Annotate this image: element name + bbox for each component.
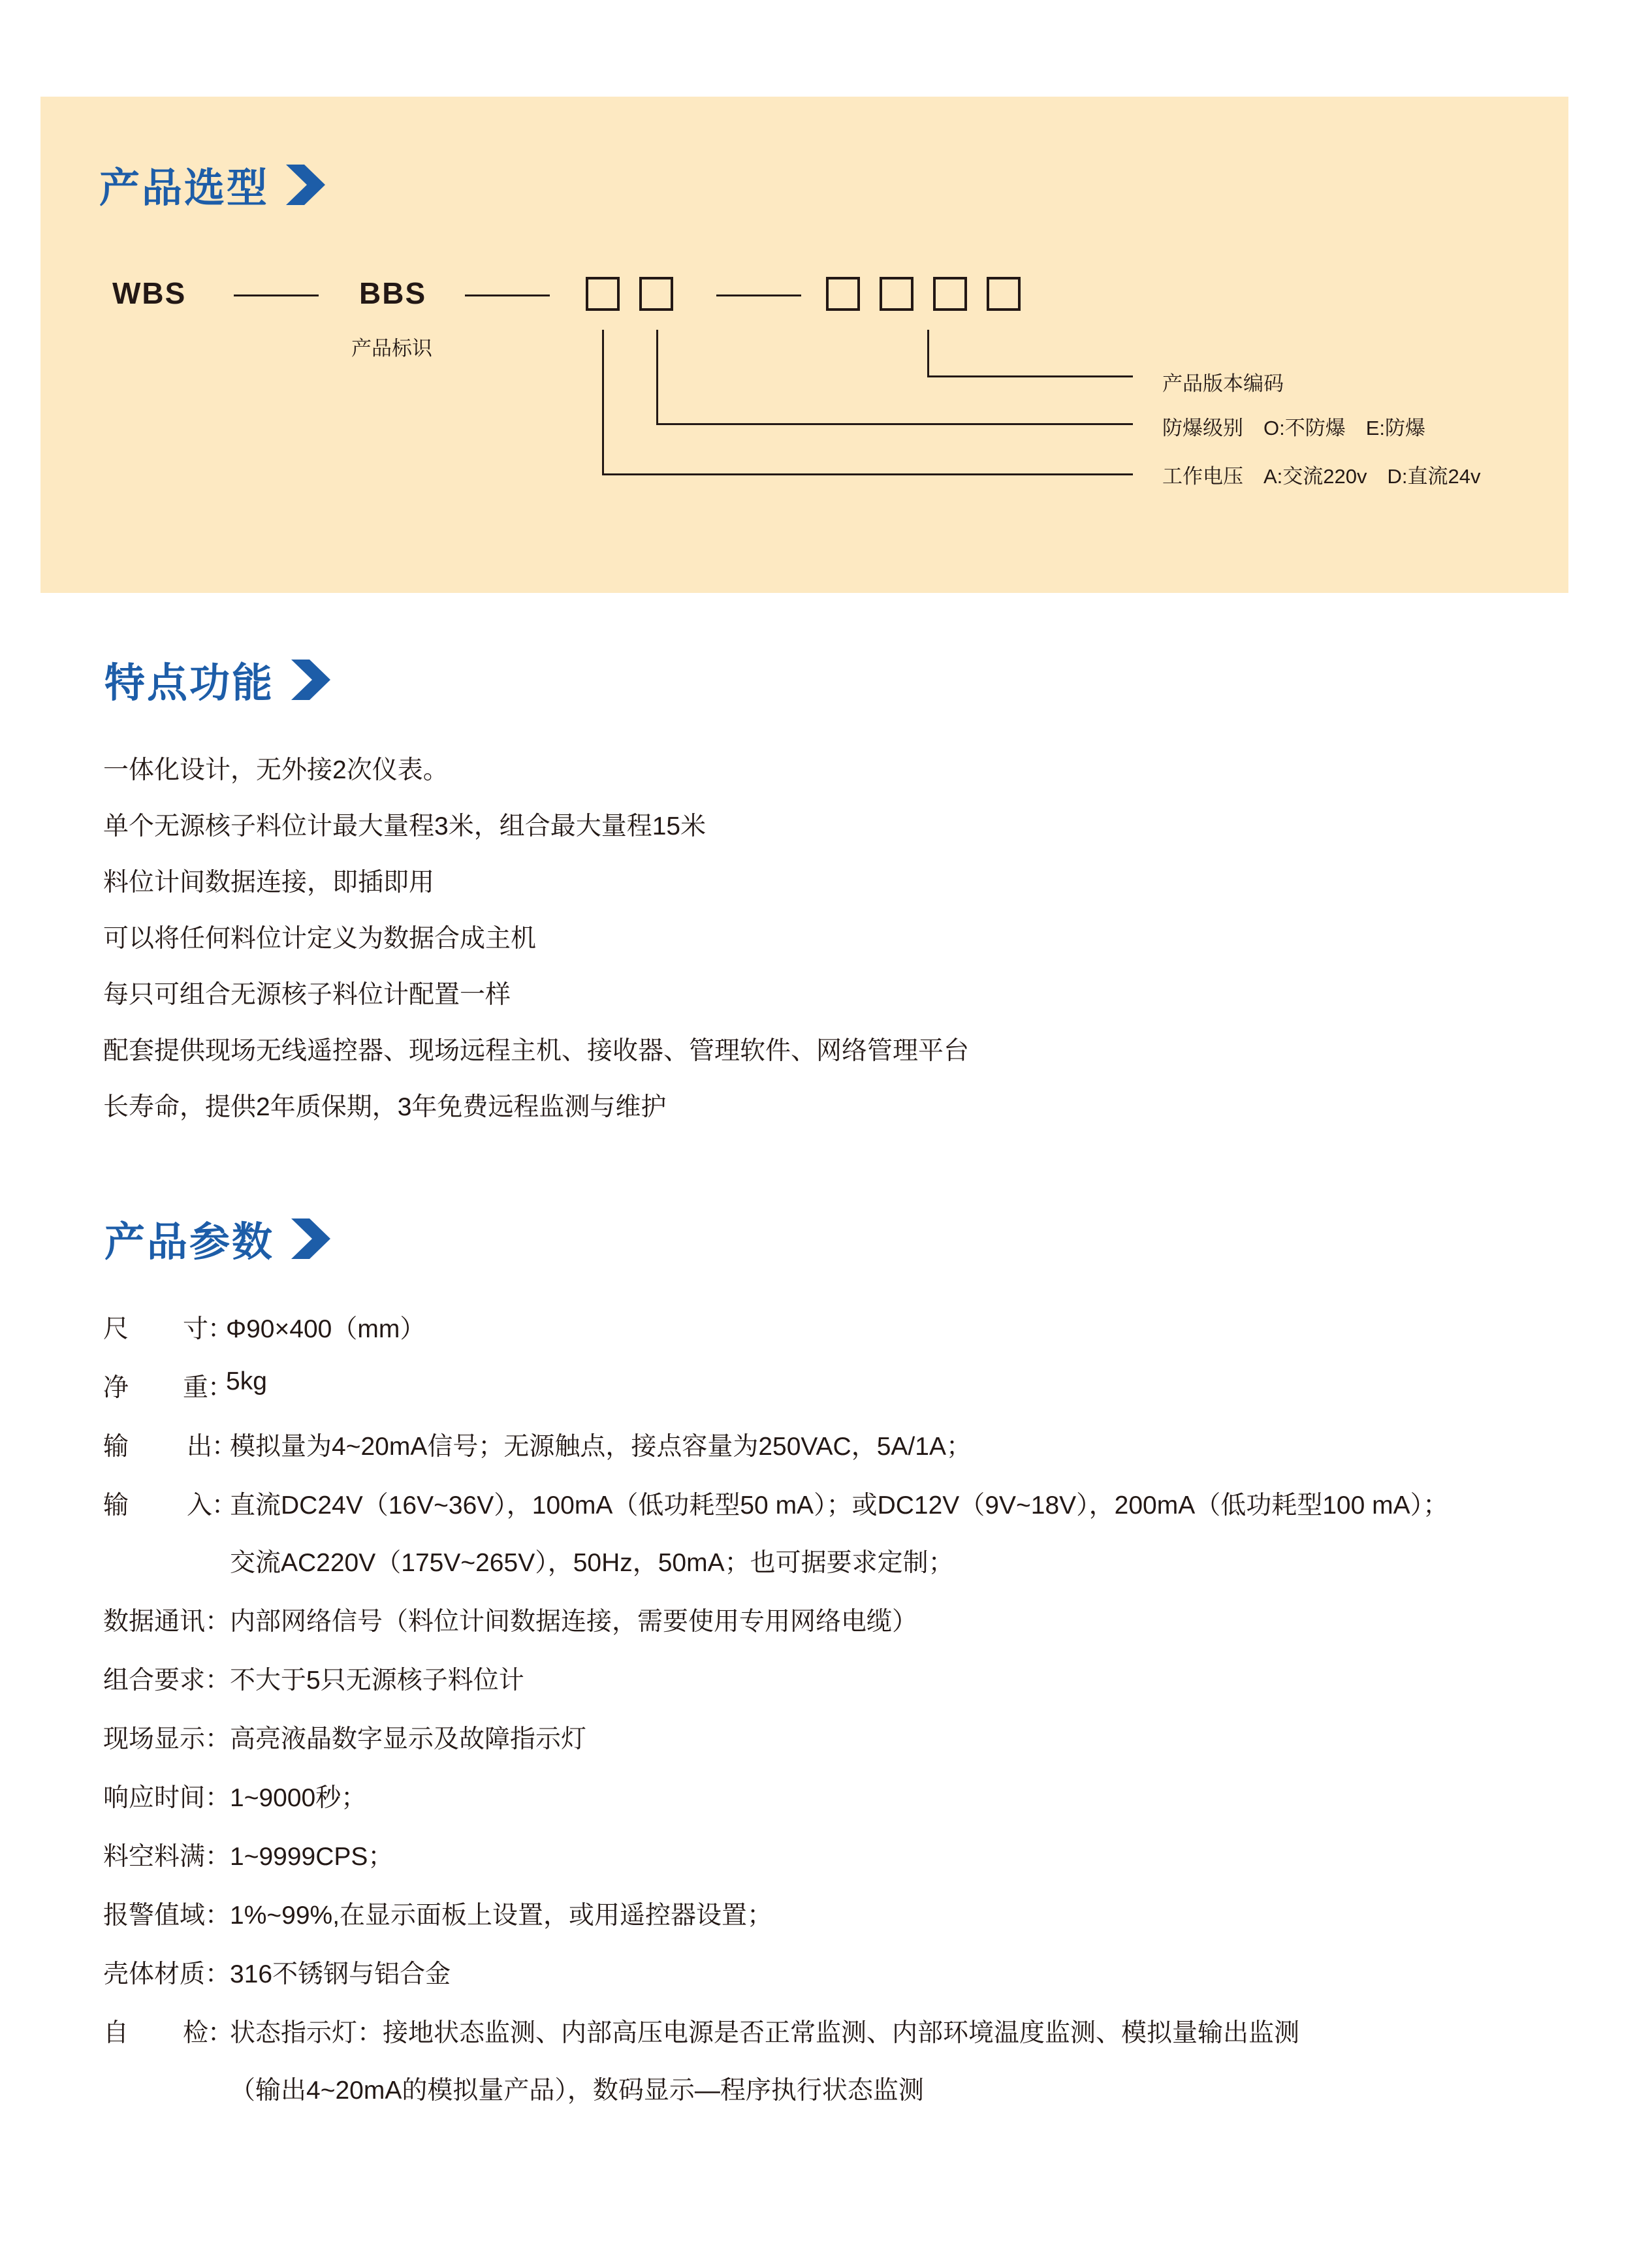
legend-version: 产品版本编码 xyxy=(1162,372,1284,395)
bbs-caption: 产品标识 xyxy=(351,337,432,360)
param-value: 316不锈钢与铝合金 xyxy=(230,1960,451,1988)
param-colon: ： xyxy=(205,1960,231,1988)
param-colon: ： xyxy=(212,1491,238,1520)
params-heading xyxy=(104,1209,330,1267)
feature-item: 可以将任何料位计定义为数据合成主机 xyxy=(103,925,537,953)
param-value: 5kg xyxy=(226,1367,267,1395)
feature-item: 每只可组合无源核子料位计配置一样 xyxy=(103,981,511,1009)
param-label: 响应时间 xyxy=(103,1784,206,1812)
code-dash-2 xyxy=(465,295,550,296)
param-input-continuation: 交流AC220V（175V~265V），50Hz，50mA；也可据要求定制； xyxy=(230,1549,954,1577)
param-colon: ： xyxy=(212,1433,238,1461)
param-value: 内部网络信号（料位计间数据连接，需要使用专用网络电缆） xyxy=(230,1608,918,1636)
param-label-a: 输 xyxy=(103,1433,129,1461)
features-heading xyxy=(104,650,330,709)
selection-heading xyxy=(99,155,325,214)
param-colon: ： xyxy=(208,1315,234,1343)
param-colon: ： xyxy=(205,1902,231,1930)
param-colon: ： xyxy=(205,1784,231,1812)
chevron-right-icon xyxy=(287,1218,330,1259)
param-label: 料空料满 xyxy=(103,1843,206,1871)
param-label-b: 重 xyxy=(183,1374,209,1402)
connector-explosion-vertical xyxy=(656,330,658,424)
param-value: 1%~99%,在显示面板上设置，或用遥控器设置； xyxy=(230,1902,773,1930)
param-label-a: 净 xyxy=(103,1374,129,1402)
connector-explosion-horizontal xyxy=(656,423,1133,425)
param-label: 组合要求 xyxy=(103,1666,206,1695)
param-colon: ： xyxy=(205,1666,231,1695)
param-label: 报警值域 xyxy=(103,1902,206,1930)
chevron-right-icon xyxy=(282,165,325,205)
param-value: 不大于5只无源核子料位计 xyxy=(230,1666,524,1695)
param-value: 模拟量为4~20mA信号；无源触点，接点容量为250VAC，5A/1A； xyxy=(230,1433,972,1461)
param-label-b: 出 xyxy=(187,1433,213,1461)
features-heading-text: 特点功能 xyxy=(104,661,275,706)
connector-voltage-vertical xyxy=(602,330,604,475)
param-colon: ： xyxy=(208,2019,234,2047)
code-box-version-2 xyxy=(880,277,913,311)
feature-item: 一体化设计，无外接2次仪表。 xyxy=(103,756,449,784)
code-box-version-4 xyxy=(987,277,1021,311)
feature-item: 单个无源核子料位计最大量程3米，组合最大量程15米 xyxy=(103,812,707,840)
param-value: 高亮液晶数字显示及故障指示灯 xyxy=(230,1725,587,1753)
param-value: Φ90×400（mm） xyxy=(226,1315,426,1343)
param-value: 状态指示灯：接地状态监测、内部高压电源是否正常监测、内部环境温度监测、模拟量输出监测 xyxy=(230,2019,1300,2047)
param-label: 壳体材质 xyxy=(103,1960,206,1988)
code-dash-1 xyxy=(234,295,319,296)
code-dash-3 xyxy=(716,295,801,296)
connector-version-horizontal xyxy=(927,375,1133,377)
code-bbs: BBS xyxy=(359,276,427,310)
feature-item: 长寿命，提供2年质保期，3年免费远程监测与维护 xyxy=(103,1093,667,1121)
param-label-b: 寸 xyxy=(183,1315,209,1343)
legend-voltage: 工作电压 A:交流220v D:直流24v xyxy=(1162,465,1481,488)
feature-item: 配套提供现场无线遥控器、现场远程主机、接收器、管理软件、网络管理平台 xyxy=(103,1037,970,1065)
selection-heading-text: 产品选型 xyxy=(99,166,270,211)
param-colon: ： xyxy=(208,1374,234,1402)
feature-item: 料位计间数据连接，即插即用 xyxy=(103,868,435,897)
param-value: 1~9000秒； xyxy=(230,1784,367,1812)
connector-voltage-horizontal xyxy=(602,473,1133,475)
param-value: 直流DC24V（16V~36V），100mA（低功耗型50 mA）；或DC12V（9V~18V），200mA（低功耗型100 mA）； xyxy=(230,1491,1449,1520)
code-box-version-1 xyxy=(826,277,860,311)
param-selfcheck-continuation: （输出4~20mA的模拟量产品），数码显示—程序执行状态监测 xyxy=(230,2077,924,2105)
connector-version-vertical xyxy=(927,330,929,377)
param-label-b: 入 xyxy=(187,1491,213,1520)
param-label: 现场显示 xyxy=(103,1725,206,1753)
params-heading-text: 产品参数 xyxy=(104,1220,275,1265)
param-label-b: 检 xyxy=(183,2019,209,2047)
code-box-explosion xyxy=(639,277,673,311)
param-label: 数据通讯 xyxy=(103,1608,206,1636)
param-label-a: 尺 xyxy=(103,1315,129,1343)
legend-explosion: 防爆级别 O:不防爆 E:防爆 xyxy=(1162,417,1426,439)
param-colon: ： xyxy=(205,1843,231,1871)
param-value: 1~9999CPS； xyxy=(230,1843,394,1871)
code-box-version-3 xyxy=(933,277,967,311)
param-label-a: 输 xyxy=(103,1491,129,1520)
chevron-right-icon xyxy=(287,660,330,700)
code-box-voltage xyxy=(586,277,620,311)
param-colon: ： xyxy=(205,1608,231,1636)
param-label-a: 自 xyxy=(103,2019,129,2047)
code-wbs: WBS xyxy=(112,276,187,310)
param-colon: ： xyxy=(205,1725,231,1753)
